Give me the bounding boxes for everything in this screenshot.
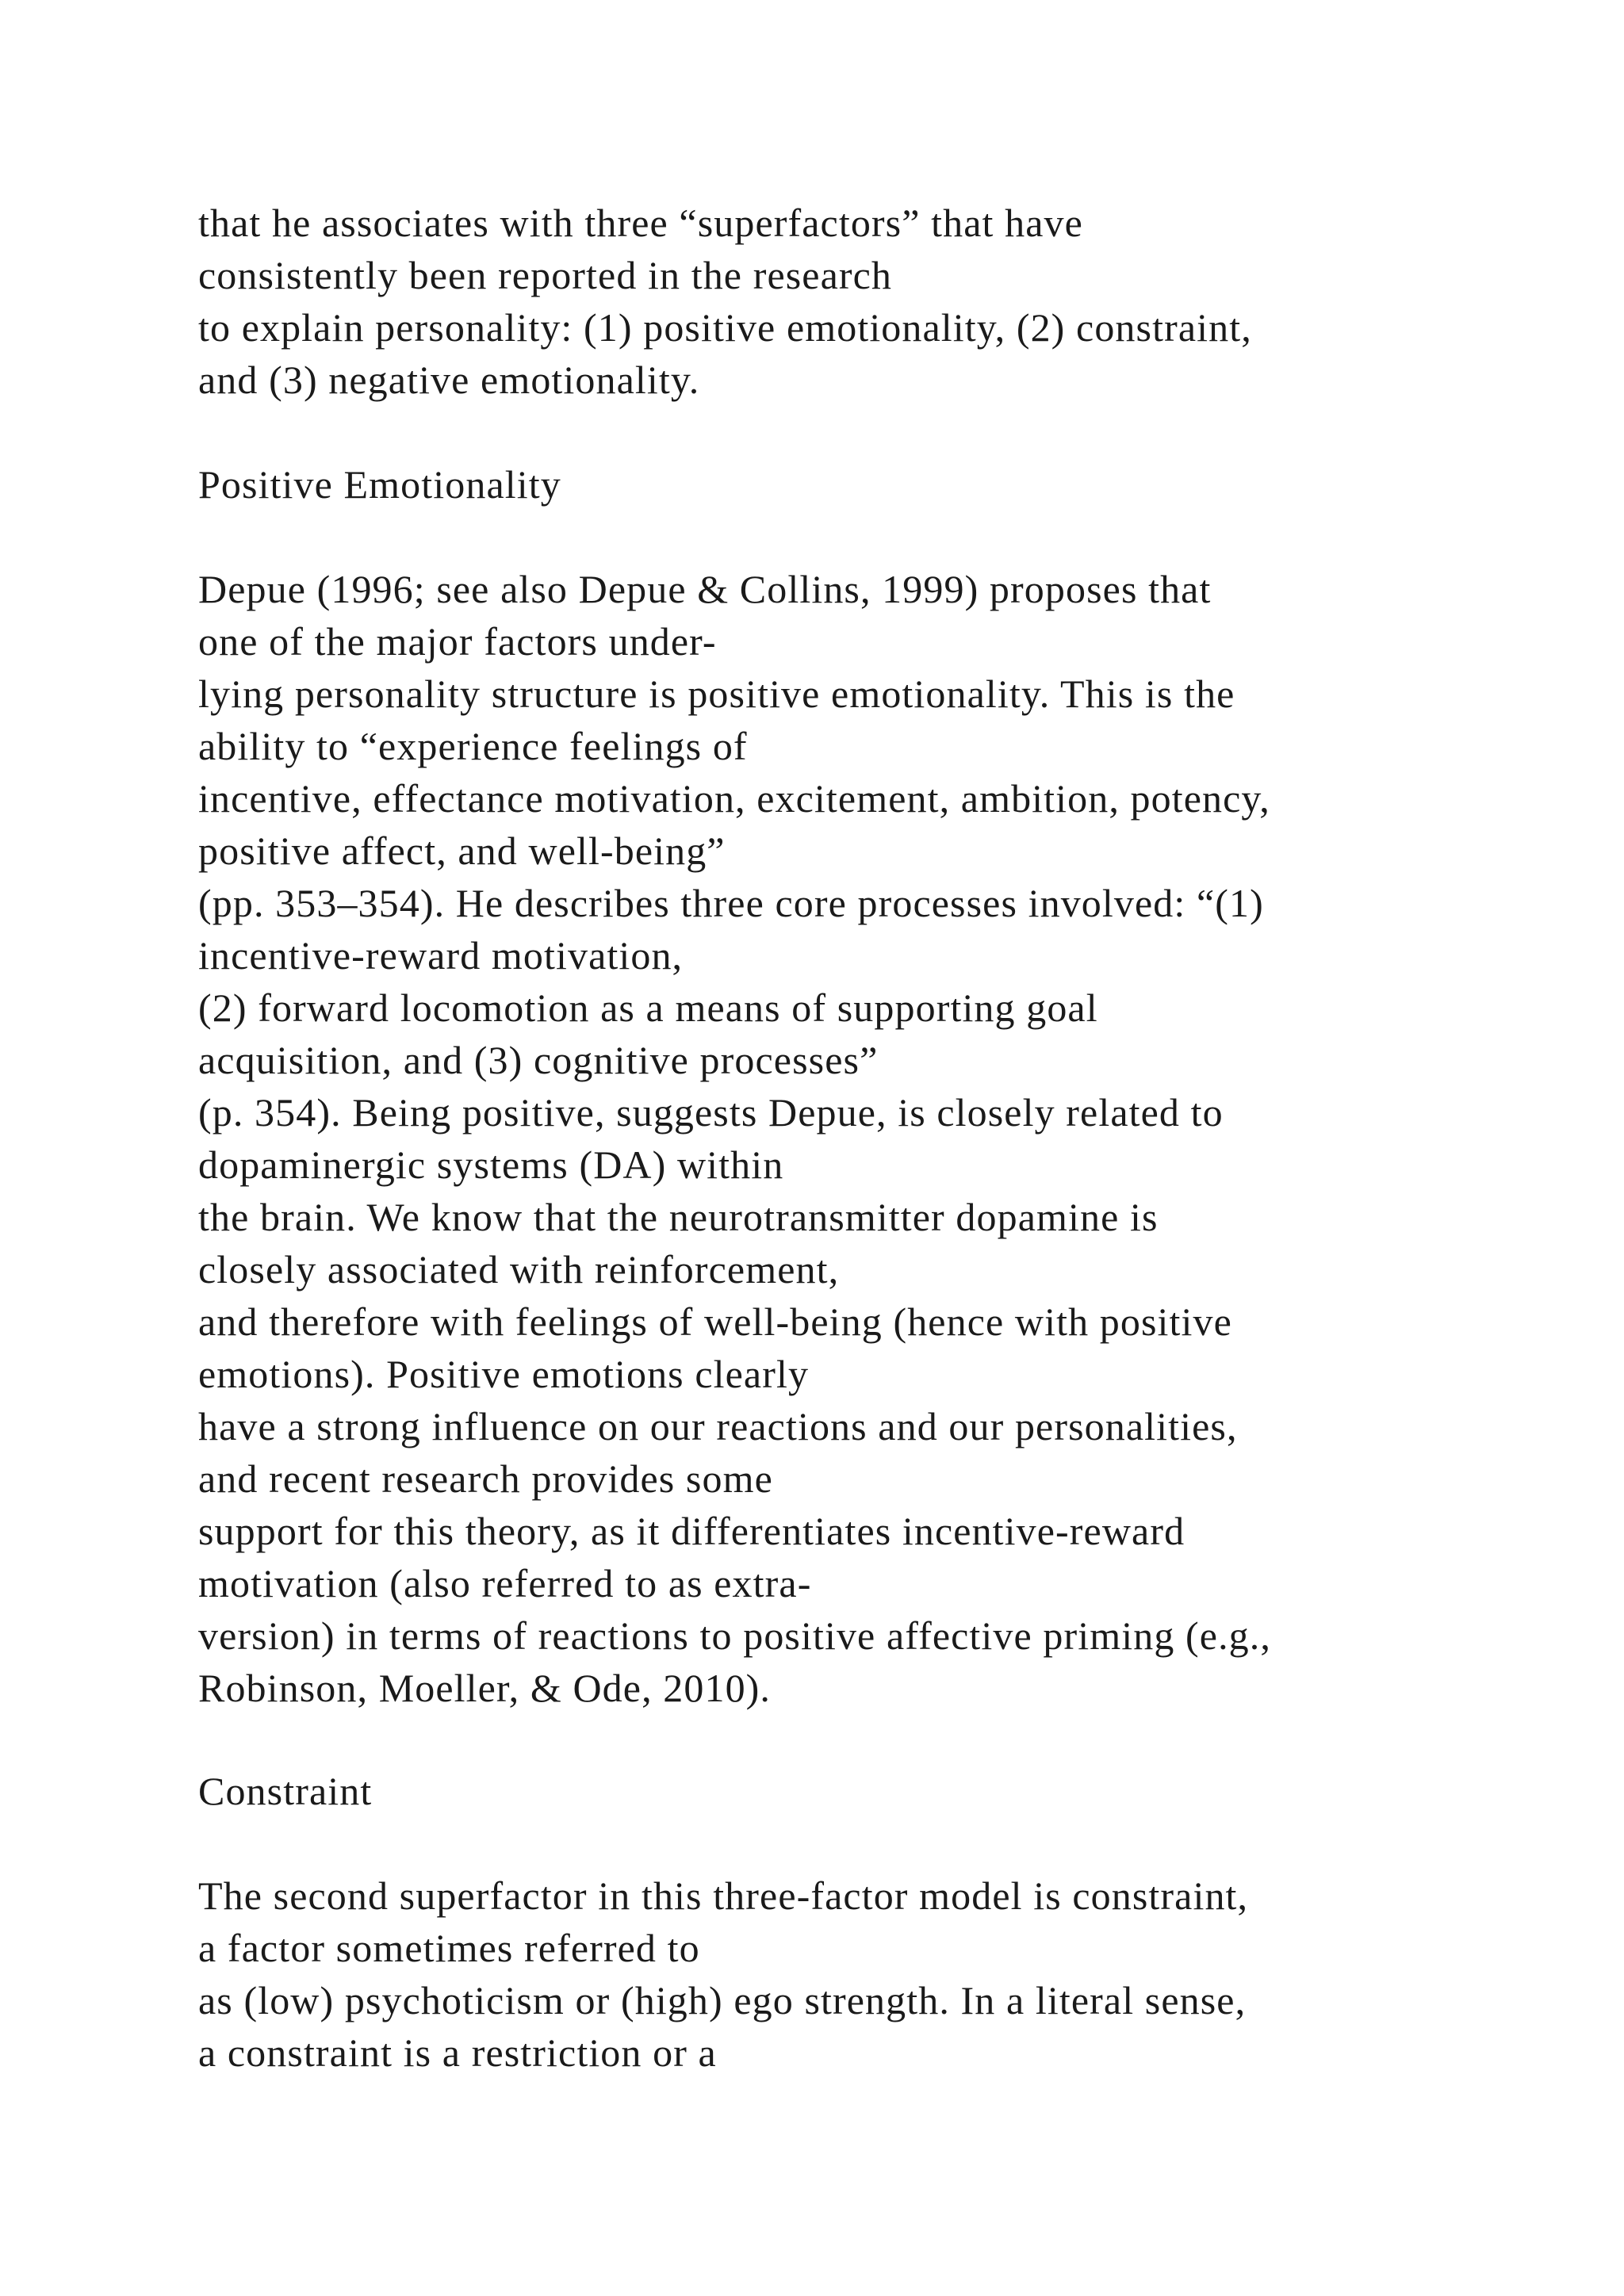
- text-line: (p. 354). Being positive, suggests Depue, is closely related to: [198, 1090, 1224, 1135]
- text-line: positive affect, and well-being”: [198, 828, 726, 873]
- text-line: and (3) negative emotionality.: [198, 358, 700, 402]
- text-line: Robinson, Moeller, & Ode, 2010).: [198, 1666, 772, 1710]
- intro-paragraph: [198, 197, 1610, 406]
- text-line: and recent research provides some: [198, 1456, 773, 1501]
- text-line: have a strong influence on our reactions and our personalities,: [198, 1404, 1238, 1448]
- section-heading: Constraint: [198, 1769, 373, 1813]
- text-line: lying personality structure is positive emotionality. This is the: [198, 672, 1235, 716]
- text-line: emotions). Positive emotions clearly: [198, 1352, 810, 1396]
- text-line: that he associates with three “superfactors” that have: [198, 201, 1083, 245]
- text-line: The second superfactor in this three-factor model is constraint,: [198, 1873, 1249, 1918]
- section-heading-positive-emotionality: [198, 458, 1610, 511]
- text-line: ability to “experience feelings of: [198, 724, 748, 768]
- constraint-paragraph: [198, 1869, 1610, 2079]
- text-line: a factor sometimes referred to: [198, 1926, 700, 1970]
- text-line: closely associated with reinforcement,: [198, 1247, 840, 1292]
- text-line: as (low) psychoticism or (high) ego strength. In a literal sense,: [198, 1978, 1247, 2022]
- text-line: Depue (1996; see also Depue & Collins, 1999) proposes that: [198, 567, 1212, 611]
- text-line: consistently been reported in the research: [198, 253, 893, 297]
- text-line: (2) forward locomotion as a means of supporting goal: [198, 985, 1098, 1030]
- text-line: incentive-reward motivation,: [198, 933, 684, 978]
- text-line: a constraint is a restriction or a: [198, 2030, 717, 2075]
- text-line: support for this theory, as it differentiates incentive-reward: [198, 1509, 1185, 1553]
- section-heading: Positive Emotionality: [198, 462, 561, 507]
- text-line: and therefore with feelings of well-being (hence with positive: [198, 1299, 1232, 1344]
- text-line: incentive, effectance motivation, excitement, ambition, potency,: [198, 776, 1270, 821]
- text-line: version) in terms of reactions to positive affective priming (e.g.,: [198, 1613, 1271, 1658]
- section-heading-constraint: [198, 1765, 1610, 1817]
- text-line: acquisition, and (3) cognitive processes”: [198, 1038, 879, 1082]
- text-line: motivation (also referred to as extra-: [198, 1561, 812, 1605]
- text-line: one of the major factors under-: [198, 619, 717, 664]
- text-line: to explain personality: (1) positive emotionality, (2) constraint,: [198, 305, 1252, 350]
- text-line: the brain. We know that the neurotransmitter dopamine is: [198, 1195, 1159, 1239]
- text-line: (pp. 353–354). He describes three core processes involved: “(1): [198, 881, 1264, 925]
- text-line: dopaminergic systems (DA) within: [198, 1142, 784, 1187]
- positive-emotionality-paragraph: [198, 563, 1610, 1714]
